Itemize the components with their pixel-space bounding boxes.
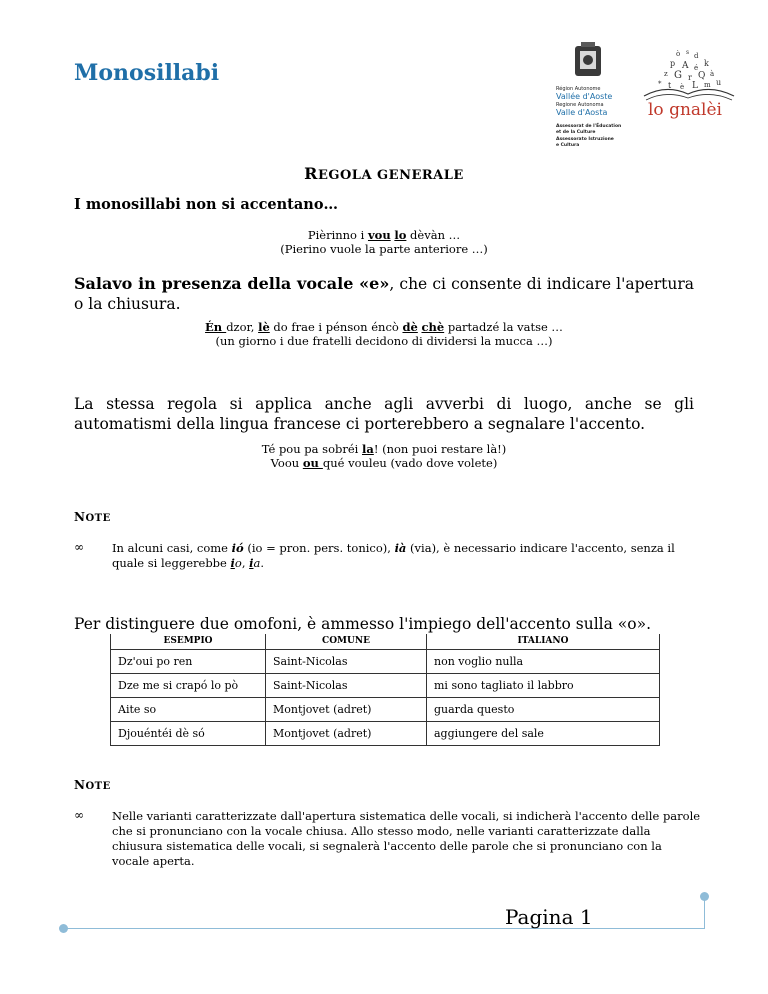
region-logo-line: Vallée d'Aoste [556,92,613,101]
table-row [111,674,660,698]
example-text: qué vouleu (vado dove volete) [322,456,498,470]
footer-dot [59,924,68,933]
example-emphasis: lè [258,320,270,334]
rule-1-translation: (Pierino vuole la parte anteriore …) [280,242,488,256]
table-header-esempio: ESEMPIO [111,634,266,650]
document-title: Monosillabi [74,60,220,86]
note-text: In alcuni casi, come [112,541,232,555]
table-cell: Dze me si crapó lo pò [111,674,266,698]
rule-3-example-1 [0,442,768,456]
table-header-italiano: ITALIANO [427,634,660,650]
rule-1-text: I monosillabi non si accentano… [74,196,338,213]
svg-text:d: d [694,52,699,60]
svg-text:z: z [664,70,668,78]
note-heading-rest: OTE [85,781,111,792]
table-cell: Djouéntéi dè só [111,722,266,746]
svg-text:à: à [710,70,715,78]
table-row [111,698,660,722]
example-emphasis: dè [402,320,418,334]
table-cell: aggiungere del sale [427,722,660,746]
region-logo-line: Région Autonome [556,86,601,92]
example-emphasis: chè [421,320,445,334]
table-row [111,650,660,674]
example-text: Voou [270,456,303,470]
svg-text:L: L [692,81,698,91]
example-emphasis: la [362,442,374,456]
svg-text:r: r [688,73,692,82]
example-emphasis: ou [302,456,323,470]
note-text: . [260,556,265,570]
note-term: a [253,556,261,570]
note-term: ià [394,541,407,555]
svg-text:p: p [670,59,676,68]
example-text: do frae i pénson éncò [269,320,403,334]
svg-text:s: s [686,49,690,56]
note-text: , [241,556,250,570]
table-cell: Montjovet (adret) [266,698,427,722]
svg-text:k: k [704,59,709,68]
svg-text:è: è [680,83,685,91]
section-title [0,164,768,183]
rule-2-translation: (un giorno i due fratelli decidono di dividersi la mucca …) [215,334,553,348]
note-text: (via), è necessario indicare l'accento, senza il quale si leggerebbe [112,541,675,570]
table-cell: Montjovet (adret) [266,722,427,746]
note-term: ió [231,541,244,555]
example-text: Pièrinno i [307,228,368,242]
table-cell: mi sono tagliato il labbro [427,674,660,698]
table-cell: Saint-Nicolas [266,650,427,674]
example-emphasis: vou [367,228,391,242]
svg-text:*: * [658,80,662,88]
lo-gnalei-logo [636,46,742,126]
note-1-text [112,541,692,571]
rule-2-bold: Salavo in presenza della vocale «e» [74,274,390,293]
example-text: Té pou pa sobréi [261,442,362,456]
table-header-comune: COMUNE [266,634,427,650]
region-logo-line: e Cultura [556,143,580,148]
note-2-text: Nelle varianti caratterizzate dall'apertura sistematica delle vocali, si indicherà l'accento delle parole che si pronunciano con la vocale chiusa. Allo stesso modo, nelle varianti caratterizzate dalla chiusura sistematica delle vocali, si segnalerà l'accento delle parole che si pronunciano con la vocale aperta. [112,809,701,868]
example-text: dzor, [226,320,259,334]
infinity-bullet-icon: ∞ [74,540,84,554]
table-cell: Dz'oui po ren [111,650,266,674]
note-text: (io = pron. pers. tonico), [243,541,395,555]
table-row [111,722,660,746]
examples-table [110,634,660,746]
region-logo [556,42,622,160]
note-heading-rest: OTE [85,513,111,524]
region-crest-icon [572,42,604,82]
table-cell: Aite so [111,698,266,722]
note-2-heading [74,778,111,792]
svg-text:é: é [694,64,699,72]
table-cell: Saint-Nicolas [266,674,427,698]
region-logo-line: et de la Culture [556,130,596,135]
footer-divider [63,928,705,929]
svg-text:u: u [716,78,722,87]
example-text: ! (non puoi restare là!) [373,442,507,456]
svg-text:A: A [682,61,689,71]
svg-text:Q: Q [698,71,706,81]
note-heading-initial: N [74,510,86,524]
letters-book-icon [636,46,742,102]
region-logo-line: Assessorat de l'Éducation [556,124,622,129]
infinity-bullet-icon: ∞ [74,808,84,822]
note-term: i [230,556,235,570]
region-logo-line: Assessorato Istruzione [556,137,614,142]
table-cell: guarda questo [427,698,660,722]
example-text: dèvàn … [406,228,461,242]
page-number: Pagina 1 [505,905,593,929]
section-title-initial: R [304,164,318,183]
footer-dot [700,892,709,901]
svg-text:G: G [674,70,682,81]
region-logo-line: Regione Autonoma [556,102,604,108]
region-logo-line: Valle d'Aosta [556,108,608,117]
note-term: i [249,556,254,570]
note-term: o [234,556,242,570]
rule-1-example [0,228,768,242]
rule-3-example-2 [0,456,768,470]
example-emphasis: lo [394,228,407,242]
table-header-row [111,634,660,650]
note-1-heading [74,510,111,524]
rule-2-rest: , che ci consente di indicare l'apertura o la chiusura. [74,275,695,313]
rule-2-example [0,320,768,334]
example-emphasis: Én [205,320,227,334]
svg-text:m: m [704,81,711,89]
table-cell: non voglio nulla [427,650,660,674]
svg-text:t: t [668,81,672,90]
rule-3-paragraph: La stessa regola si applica anche agli avverbi di luogo, anche se gli automatismi della lingua francese ci porterebbero a segnalare l'accento. [74,395,694,433]
svg-text:ò: ò [676,50,681,58]
note-heading-initial: N [74,778,86,792]
footer-divider [704,898,705,928]
rule-4-paragraph: Per distinguere due omofoni, è ammesso l'impiego dell'accento sulla «o». [74,615,652,633]
section-title-rest: EGOLA GENERALE [317,168,464,183]
lo-gnalei-wordmark: lo gnalèi [648,100,722,120]
example-text: partadzé la vatse … [444,320,563,334]
rule-2-paragraph [74,274,694,314]
